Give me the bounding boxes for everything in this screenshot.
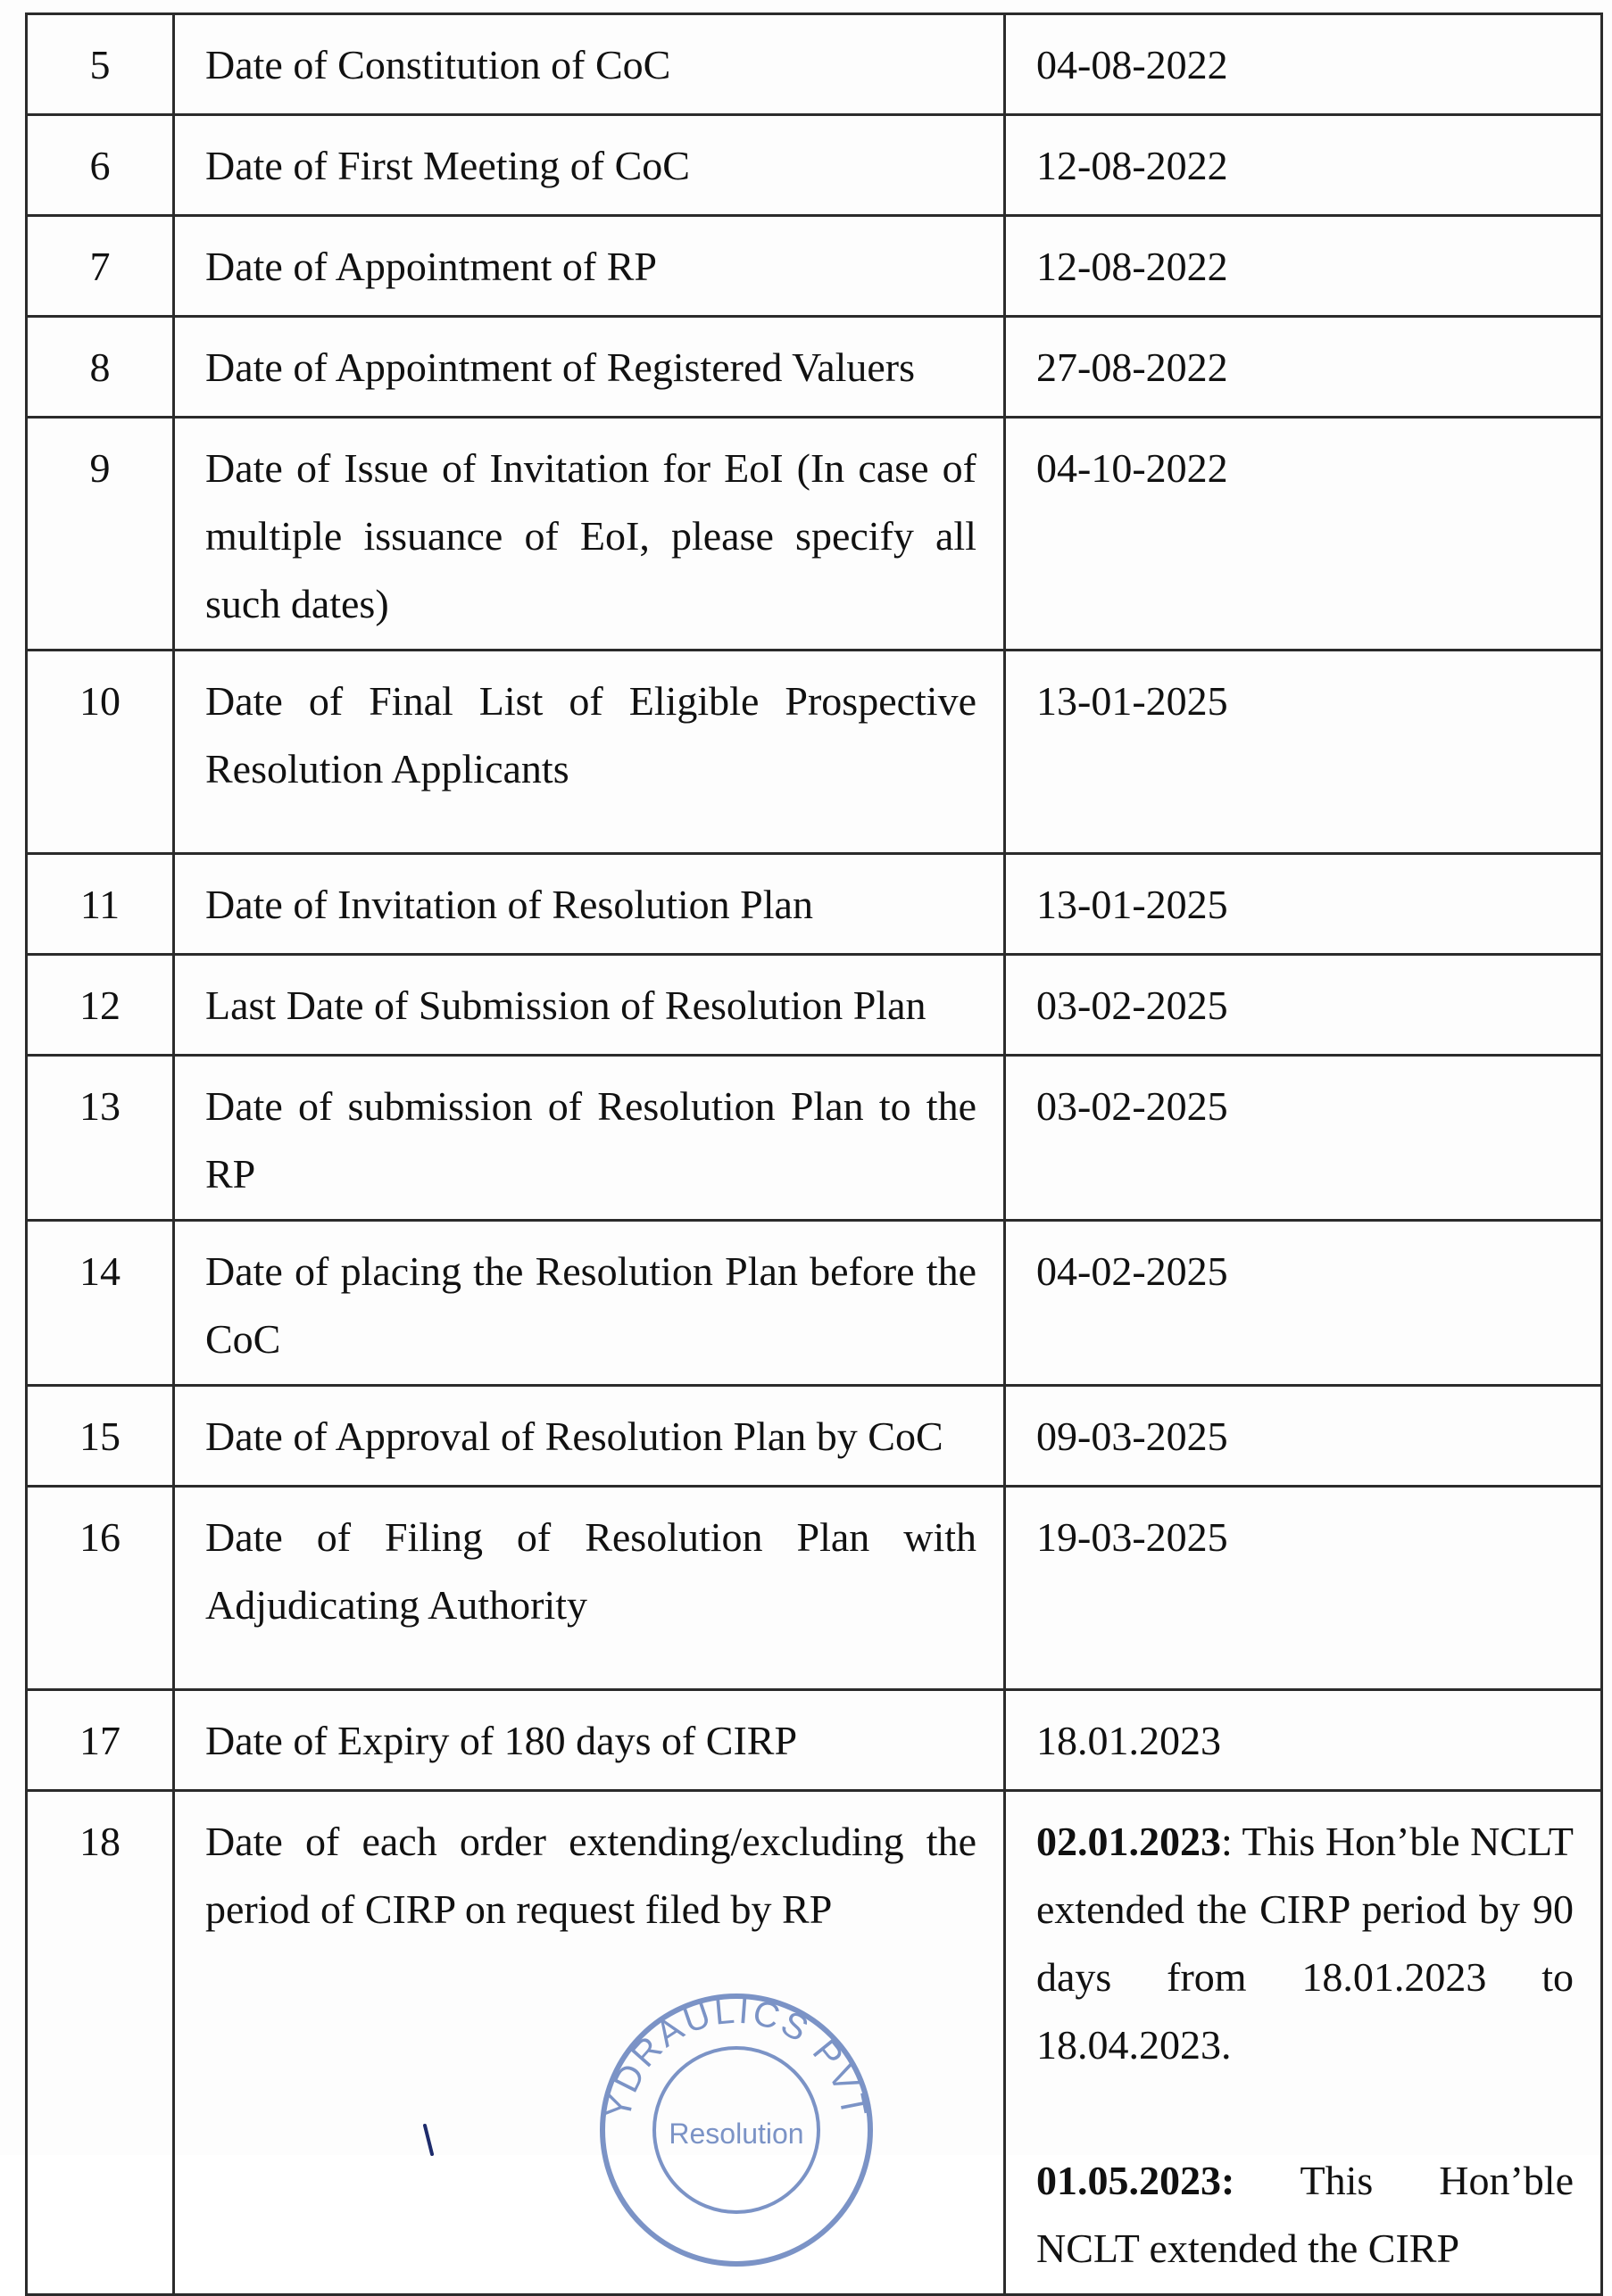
extension-order-2-text: This Hon’ble NCLT extended the CIRP (1036, 2158, 1574, 2271)
row-description: Date of each order extending/excluding the period of CIRP on request filed by RP (174, 1791, 1005, 2295)
table-row (27, 1221, 1602, 1386)
row-number: 12 (27, 955, 174, 1056)
extension-order-1 (1036, 1808, 1574, 2079)
company-seal-stamp (589, 1983, 884, 2277)
row-description: Date of Appointment of RP (174, 216, 1005, 317)
row-description: Date of Expiry of 180 days of CIRP (174, 1690, 1005, 1791)
extension-order-2-date: 01.05.2023: (1036, 2158, 1235, 2203)
row-description: Date of Final List of Eligible Prospective Resolution Applicants (174, 651, 1005, 854)
row-number: 15 (27, 1386, 174, 1487)
table-row (27, 1487, 1602, 1690)
seal-text-arc: YDRAULICS PVT (598, 1991, 875, 2123)
row-number: 10 (27, 651, 174, 854)
row-number: 16 (27, 1487, 174, 1690)
row-description: Date of First Meeting of CoC (174, 115, 1005, 216)
row-number: 17 (27, 1690, 174, 1791)
row-date: 13-01-2025 (1005, 854, 1602, 955)
row-date: 18.01.2023 (1005, 1690, 1602, 1791)
extension-order-1-text: This Hon’ble NCLT extended the CIRP period by 90 days from 18.01.2023 to 18.04.2023. (1036, 1819, 1574, 2068)
extension-order-2 (1036, 2147, 1574, 2283)
row-number: 9 (27, 418, 174, 651)
row-date: 03-02-2025 (1005, 1056, 1602, 1221)
row-number: 14 (27, 1221, 174, 1386)
row-number: 5 (27, 14, 174, 115)
table-row (27, 651, 1602, 854)
table-row (27, 14, 1602, 115)
row-date: 04-08-2022 (1005, 14, 1602, 115)
row-number: 8 (27, 317, 174, 418)
table-row (27, 955, 1602, 1056)
row-description: Date of Appointment of Registered Valuers (174, 317, 1005, 418)
row-description: Date of Issue of Invitation for EoI (In case of multiple issuance of EoI, please specify all such dates) (174, 418, 1005, 651)
row-date: 12-08-2022 (1005, 115, 1602, 216)
row-number: 6 (27, 115, 174, 216)
row-number: 11 (27, 854, 174, 955)
table-row (27, 1386, 1602, 1487)
seal-inner-text: Resolution (669, 2118, 804, 2150)
extension-order-1-date: 02.01.2023 (1036, 1819, 1221, 1864)
row-date: 04-10-2022 (1005, 418, 1602, 651)
table-row (27, 1056, 1602, 1221)
table-row (27, 418, 1602, 651)
row-description: Date of submission of Resolution Plan to the RP (174, 1056, 1005, 1221)
row-number: 18 (27, 1791, 174, 2295)
table-row (27, 216, 1602, 317)
row-description: Date of Invitation of Resolution Plan (174, 854, 1005, 955)
row-description: Date of placing the Resolution Plan before the CoC (174, 1221, 1005, 1386)
table-row (27, 317, 1602, 418)
row-date: 09-03-2025 (1005, 1386, 1602, 1487)
table-row (27, 854, 1602, 955)
row-date: 04-02-2025 (1005, 1221, 1602, 1386)
row-number: 13 (27, 1056, 174, 1221)
table-body (27, 14, 1602, 1791)
row-date: 27-08-2022 (1005, 317, 1602, 418)
row-date: 19-03-2025 (1005, 1487, 1602, 1690)
row-description: Date of Filing of Resolution Plan with Adjudicating Authority (174, 1487, 1005, 1690)
table-row (27, 115, 1602, 216)
row-number: 7 (27, 216, 174, 317)
extension-orders-cell (1005, 1791, 1602, 2295)
signature-mark (420, 2122, 455, 2158)
row-date: 12-08-2022 (1005, 216, 1602, 317)
row-description: Date of Constitution of CoC (174, 14, 1005, 115)
row-description: Date of Approval of Resolution Plan by CoC (174, 1386, 1005, 1487)
extension-order-1-separator: : (1221, 1819, 1233, 1864)
row-date: 03-02-2025 (1005, 955, 1602, 1056)
cirp-timeline-table (25, 12, 1603, 2296)
table-row (27, 1690, 1602, 1791)
row-date: 13-01-2025 (1005, 651, 1602, 854)
row-description: Last Date of Submission of Resolution Plan (174, 955, 1005, 1056)
